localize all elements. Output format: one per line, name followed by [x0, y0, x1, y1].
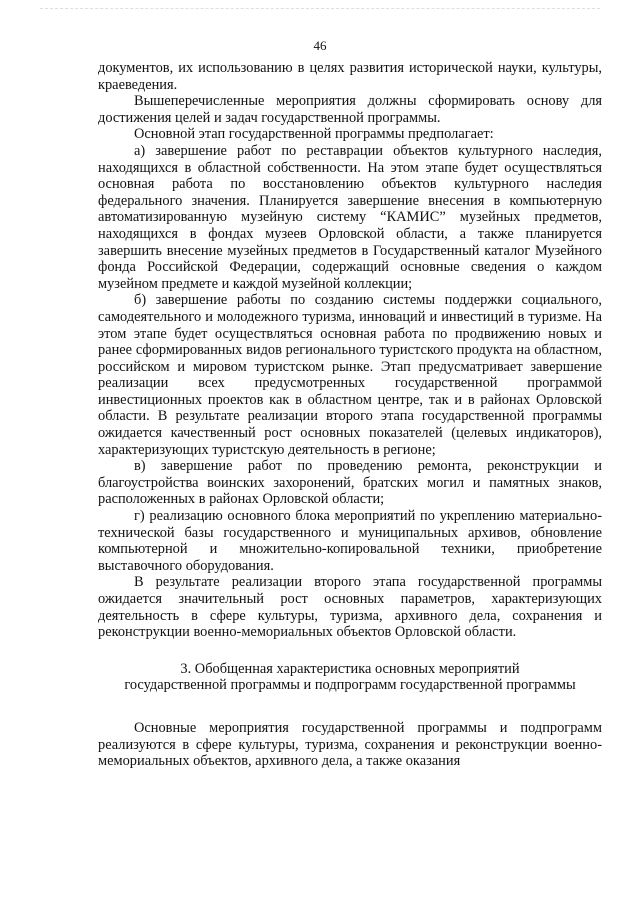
list-item-g: г) реализацию основного блока мероприятий по укреплению материально-технической базы государственного и муниципальных архивов, обновление компьютерной и множительно-копировальной техники, приобретение выставочного оборудования. — [98, 508, 602, 574]
paragraph-result: В результате реализации второго этапа государственной программы ожидается значительный рост основных параметров, характеризующих деятельность в сфере культуры, туризма, архивного дела, сохранения и реконструкции военно-мемориальных объектов Орловской области. — [98, 574, 602, 641]
document-body — [98, 60, 602, 770]
paragraph-continuation: документов, их использованию в целях развития исторической науки, культуры, краеведения. — [98, 60, 602, 93]
section-heading-line-1: 3. Обобщенная характеристика основных мероприятий — [180, 660, 520, 677]
paragraph-main-stage: Основной этап государственной программы предполагает: — [134, 126, 494, 143]
list-item-a: а) завершение работ по реставрации объектов культурного наследия, находящихся в областной собственности. На этом этапе будет осуществляться основная работа по восстановлению объектов культурного наследия федерального значения. Планируется завершение внесения в компьютерную автоматизированную музейную систему “КАМИС” музейных предметов, находящихся в фондах музеев Орловской области, а также планируется завершить внесение музейных предметов в Государственный каталог Музейного фонда Российской Федерации, содержащий основные сведения о каждом музейном предмете и каждой музейной коллекции; — [98, 142, 602, 292]
paragraph-summary: Вышеперечисленные мероприятия должны сформировать основу для достижения целей и задач государственной программы. — [98, 93, 602, 126]
list-item-b: б) завершение работы по созданию системы поддержки социального, самодеятельного и молодежного туризма, инноваций и инвестиций в туризме. На этом этапе будет осуществляться основная работа по продвижению новых и ранее сформированных видов регионального туристского продукта на областном, российском и мировом туристском рынке. Этап предусматривает завершение реализации всех предусмотренных государственной программой инвестиционных проектов как в областном центре, так и в районах Орловской области. В результате реализации второго этапа государственной программы ожидается качественный рост основных показателей (целевых индикаторов), характеризующих туристскую деятельность в регионе; — [98, 292, 602, 458]
scan-noise-line — [40, 8, 600, 11]
page-number: 46 — [313, 38, 327, 53]
section-heading — [98, 661, 602, 694]
section-heading-line-2: государственной программы и подпрограмм государственной программы — [124, 677, 576, 694]
section-paragraph: Основные мероприятия государственной программы и подпрограмм реализуются в сфере культуры, туризма, сохранения и реконструкции военно-мемориальных объектов, архивного дела, а также оказания — [98, 719, 602, 770]
list-item-v: в) завершение работ по проведению ремонта, реконструкции и благоустройства воинских захоронений, братских могил и памятных знаков, расположенных в районах Орловской области; — [98, 458, 602, 508]
